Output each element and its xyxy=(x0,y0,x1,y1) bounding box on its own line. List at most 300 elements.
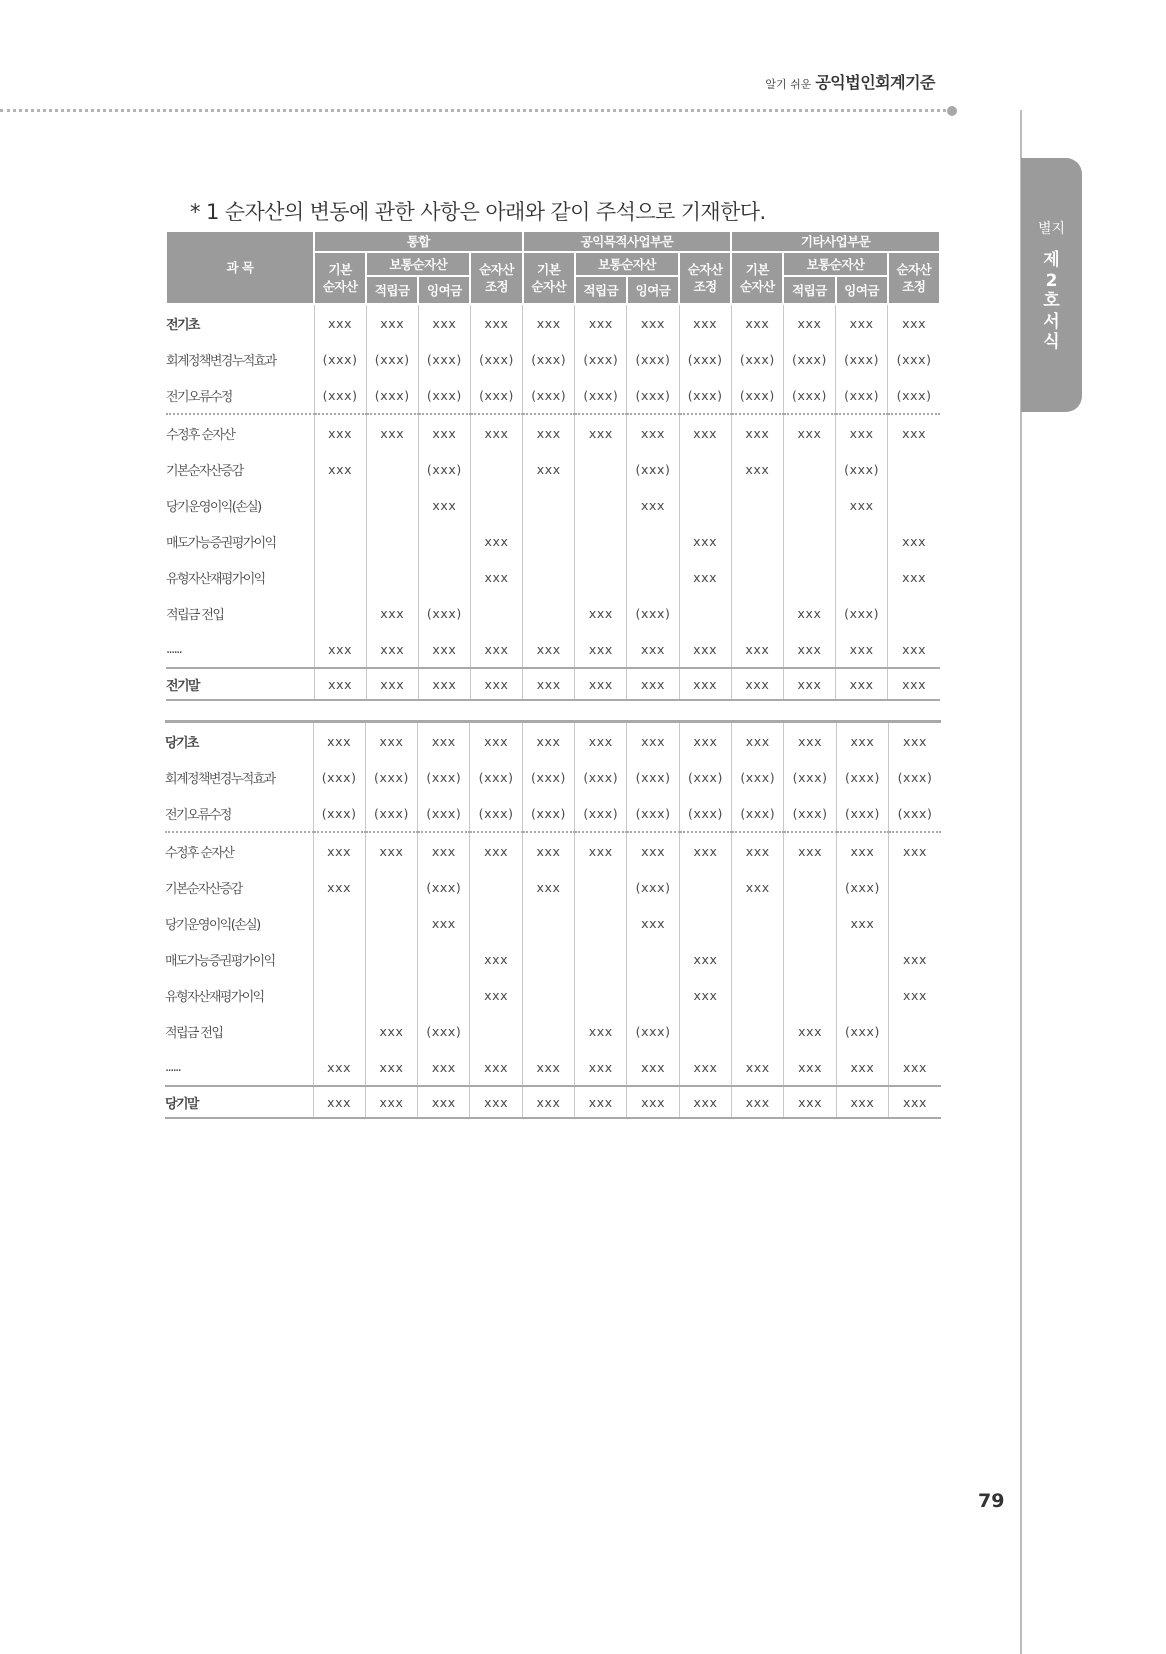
amount-cell: (xxx) xyxy=(314,341,366,377)
amount-cell xyxy=(784,869,836,905)
amount-cell: xxx xyxy=(365,1013,417,1049)
amount-cell: xxx xyxy=(575,595,627,631)
amount-cell: xxx xyxy=(679,977,731,1013)
amount-cell xyxy=(732,905,784,941)
amount-cell: (xxx) xyxy=(314,377,366,414)
table-row xyxy=(165,977,941,1013)
table-row xyxy=(165,832,941,869)
appendix-side-tab xyxy=(1021,158,1082,412)
row-label: 회계정책변경누적효과 xyxy=(166,353,276,369)
amount-cell: xxx xyxy=(627,1049,679,1086)
amount-cell: (xxx) xyxy=(313,795,365,832)
table-row xyxy=(166,668,940,700)
amount-cell: xxx xyxy=(522,869,574,905)
amount-cell: xxx xyxy=(889,941,941,977)
amount-cell: xxx xyxy=(366,304,418,341)
group-header: 통합 xyxy=(314,231,523,252)
amount-cell xyxy=(575,523,627,559)
row-label: 전기초 xyxy=(166,317,199,333)
amount-cell: (xxx) xyxy=(731,377,783,414)
row-label: 적립금 전입 xyxy=(166,607,224,623)
amount-cell: xxx xyxy=(888,304,940,341)
amount-cell xyxy=(627,523,679,559)
amount-cell: (xxx) xyxy=(732,759,784,795)
amount-cell: (xxx) xyxy=(627,1013,679,1049)
amount-cell: xxx xyxy=(575,1086,627,1118)
amount-cell: xxx xyxy=(575,414,627,451)
amount-cell: xxx xyxy=(314,414,366,451)
amount-cell xyxy=(575,559,627,595)
amount-cell: xxx xyxy=(836,722,888,760)
amount-cell: xxx xyxy=(418,905,470,941)
amount-cell xyxy=(888,487,940,523)
amount-cell xyxy=(732,1013,784,1049)
amount-cell xyxy=(783,559,835,595)
amount-cell: xxx xyxy=(836,1086,888,1118)
amount-cell: xxx xyxy=(888,414,940,451)
net-assets-change-table-current xyxy=(165,720,941,1119)
amount-cell: xxx xyxy=(784,832,836,869)
current-period-body xyxy=(165,722,941,1119)
amount-cell xyxy=(575,451,627,487)
amount-cell: xxx xyxy=(784,1013,836,1049)
amount-cell: xxx xyxy=(731,631,783,668)
amount-cell xyxy=(366,451,418,487)
amount-cell: xxx xyxy=(313,1049,365,1086)
amount-cell: (xxx) xyxy=(523,341,575,377)
amount-cell xyxy=(784,977,836,1013)
amount-cell xyxy=(575,487,627,523)
amount-cell: xxx xyxy=(627,304,679,341)
amount-cell: xxx xyxy=(836,1049,888,1086)
amount-cell xyxy=(313,1013,365,1049)
amount-cell: (xxx) xyxy=(522,759,574,795)
amount-cell: (xxx) xyxy=(679,759,731,795)
amount-cell xyxy=(314,487,366,523)
amount-cell: xxx xyxy=(313,722,365,760)
amount-cell: xxx xyxy=(470,523,522,559)
amount-cell: (xxx) xyxy=(836,451,888,487)
amount-cell xyxy=(627,977,679,1013)
amount-cell: xxx xyxy=(679,832,731,869)
amount-cell xyxy=(679,451,731,487)
subject-header: 과 목 xyxy=(166,231,314,304)
amount-cell: (xxx) xyxy=(783,377,835,414)
amount-cell: (xxx) xyxy=(313,759,365,795)
common-net-assets-header: 보통순자산 xyxy=(575,252,679,276)
amount-cell: (xxx) xyxy=(365,759,417,795)
table-row xyxy=(166,304,940,341)
amount-cell: xxx xyxy=(679,722,731,760)
side-tab-char: 서 xyxy=(1043,311,1060,332)
amount-cell: xxx xyxy=(732,869,784,905)
amount-cell xyxy=(575,977,627,1013)
amount-cell xyxy=(627,941,679,977)
amount-cell: (xxx) xyxy=(470,795,522,832)
table-header xyxy=(166,231,940,304)
net-assets-adjustment-header: 순자산 조정 xyxy=(679,252,731,304)
amount-cell: xxx xyxy=(470,941,522,977)
page-number: 79 xyxy=(978,1490,1005,1512)
amount-cell: (xxx) xyxy=(418,595,470,631)
row-label: 전기말 xyxy=(166,668,314,700)
row-label: 당기초 xyxy=(165,735,198,751)
table-row xyxy=(165,1013,941,1049)
amount-cell: xxx xyxy=(470,559,522,595)
net-assets-adjustment-header: 순자산 조정 xyxy=(470,252,522,304)
amount-cell xyxy=(365,869,417,905)
side-tab-char: 2 xyxy=(1045,270,1058,291)
amount-cell xyxy=(784,941,836,977)
amount-cell: xxx xyxy=(783,668,835,700)
amount-cell: xxx xyxy=(470,1086,522,1118)
amount-cell: (xxx) xyxy=(627,759,679,795)
amount-cell: xxx xyxy=(732,1086,784,1118)
amount-cell: xxx xyxy=(783,631,835,668)
amount-cell xyxy=(731,595,783,631)
amount-cell: (xxx) xyxy=(366,377,418,414)
amount-cell: (xxx) xyxy=(732,795,784,832)
amount-cell: (xxx) xyxy=(783,341,835,377)
row-label: 전기오류수정 xyxy=(165,795,313,832)
table-row xyxy=(165,759,941,795)
amount-cell: (xxx) xyxy=(418,451,470,487)
amount-cell xyxy=(627,559,679,595)
amount-cell: (xxx) xyxy=(470,377,522,414)
amount-cell: xxx xyxy=(836,832,888,869)
amount-cell xyxy=(836,523,888,559)
amount-cell xyxy=(366,559,418,595)
amount-cell: xxx xyxy=(523,451,575,487)
amount-cell xyxy=(314,523,366,559)
amount-cell: xxx xyxy=(679,668,731,700)
amount-cell xyxy=(731,523,783,559)
amount-cell: xxx xyxy=(523,414,575,451)
amount-cell: xxx xyxy=(627,722,679,760)
amount-cell: xxx xyxy=(784,722,836,760)
header-row xyxy=(166,231,940,252)
amount-cell: xxx xyxy=(836,487,888,523)
amount-cell: xxx xyxy=(836,905,888,941)
amount-cell xyxy=(732,977,784,1013)
amount-cell: xxx xyxy=(523,668,575,700)
running-header xyxy=(765,70,935,93)
amount-cell: xxx xyxy=(313,832,365,869)
amount-cell: xxx xyxy=(522,722,574,760)
amount-cell xyxy=(889,869,941,905)
amount-cell xyxy=(783,523,835,559)
amount-cell: (xxx) xyxy=(627,377,679,414)
row-label: 적립금 전입 xyxy=(165,1025,223,1041)
amount-cell xyxy=(575,941,627,977)
amount-cell xyxy=(366,487,418,523)
amount-cell xyxy=(365,941,417,977)
amount-cell xyxy=(889,905,941,941)
amount-cell xyxy=(784,905,836,941)
amount-cell: xxx xyxy=(679,414,731,451)
amount-cell xyxy=(679,1013,731,1049)
amount-cell xyxy=(679,869,731,905)
amount-cell: (xxx) xyxy=(889,795,941,832)
amount-cell: xxx xyxy=(889,977,941,1013)
amount-cell: (xxx) xyxy=(679,795,731,832)
amount-cell: (xxx) xyxy=(679,341,731,377)
amount-cell xyxy=(522,1013,574,1049)
amount-cell: xxx xyxy=(418,304,470,341)
net-assets-adjustment-header: 순자산 조정 xyxy=(888,252,940,304)
amount-cell: (xxx) xyxy=(365,795,417,832)
amount-cell: xxx xyxy=(522,1049,574,1086)
amount-cell: xxx xyxy=(784,1049,836,1086)
amount-cell xyxy=(679,905,731,941)
amount-cell xyxy=(731,559,783,595)
amount-cell: xxx xyxy=(627,1086,679,1118)
amount-cell: xxx xyxy=(888,668,940,700)
amount-cell: xxx xyxy=(627,414,679,451)
amount-cell: xxx xyxy=(470,631,522,668)
side-tab-form-name xyxy=(1021,250,1082,353)
group-header: 공익목적사업부문 xyxy=(523,231,732,252)
row-label: 유형자산재평가이익 xyxy=(165,989,264,1005)
amount-cell: xxx xyxy=(836,668,888,700)
amount-cell xyxy=(365,977,417,1013)
amount-cell: xxx xyxy=(836,304,888,341)
amount-cell xyxy=(732,941,784,977)
amount-cell: (xxx) xyxy=(731,341,783,377)
amount-cell: (xxx) xyxy=(889,759,941,795)
amount-cell: xxx xyxy=(523,631,575,668)
amount-cell: xxx xyxy=(627,631,679,668)
amount-cell: xxx xyxy=(365,722,417,760)
amount-cell: (xxx) xyxy=(575,759,627,795)
amount-cell xyxy=(522,905,574,941)
header-rule xyxy=(0,109,952,112)
row-label: 기본순자산증감 xyxy=(166,463,243,479)
amount-cell xyxy=(575,905,627,941)
amount-cell: xxx xyxy=(888,559,940,595)
amount-cell: (xxx) xyxy=(784,795,836,832)
amount-cell: (xxx) xyxy=(888,341,940,377)
table-row xyxy=(166,559,940,595)
amount-cell: xxx xyxy=(783,595,835,631)
amount-cell: xxx xyxy=(366,414,418,451)
amount-cell: xxx xyxy=(314,668,366,700)
amount-cell xyxy=(470,1013,522,1049)
amount-cell xyxy=(523,487,575,523)
amount-cell: xxx xyxy=(731,304,783,341)
amount-cell: xxx xyxy=(575,722,627,760)
row-label: 매도가능증권평가이익 xyxy=(166,535,276,551)
amount-cell: xxx xyxy=(314,631,366,668)
row-label: 수정후 순자산 xyxy=(166,427,235,443)
amount-cell xyxy=(836,977,888,1013)
amount-cell: xxx xyxy=(418,1086,470,1118)
amount-cell xyxy=(575,869,627,905)
group-header: 기타사업부문 xyxy=(731,231,940,252)
amount-cell: xxx xyxy=(575,1049,627,1086)
running-header-prefix: 알기 쉬운 xyxy=(765,78,812,91)
amount-cell xyxy=(418,559,470,595)
amount-cell: (xxx) xyxy=(836,759,888,795)
amount-cell xyxy=(366,523,418,559)
amount-cell: xxx xyxy=(679,523,731,559)
side-tab-label: 별지 xyxy=(1037,221,1066,237)
amount-cell xyxy=(470,451,522,487)
row-label: 전기오류수정 xyxy=(166,377,314,414)
table-row xyxy=(165,1086,941,1118)
amount-cell: xxx xyxy=(783,304,835,341)
amount-cell: xxx xyxy=(366,668,418,700)
amount-cell: xxx xyxy=(575,304,627,341)
amount-cell: (xxx) xyxy=(470,759,522,795)
amount-cell: xxx xyxy=(418,487,470,523)
amount-cell: xxx xyxy=(889,1049,941,1086)
amount-cell: xxx xyxy=(889,722,941,760)
reserve-header: 적립금 xyxy=(366,276,418,304)
amount-cell xyxy=(470,595,522,631)
amount-cell: (xxx) xyxy=(836,795,888,832)
amount-cell: (xxx) xyxy=(366,341,418,377)
amount-cell: xxx xyxy=(731,668,783,700)
amount-cell: (xxx) xyxy=(679,377,731,414)
amount-cell: (xxx) xyxy=(575,795,627,832)
row-label: 당기운영이익(손실) xyxy=(165,917,260,933)
amount-cell: (xxx) xyxy=(627,795,679,832)
amount-cell: xxx xyxy=(523,304,575,341)
amount-cell: xxx xyxy=(418,631,470,668)
amount-cell xyxy=(679,487,731,523)
amount-cell: xxx xyxy=(836,414,888,451)
amount-cell xyxy=(313,905,365,941)
amount-cell: xxx xyxy=(418,832,470,869)
amount-cell: xxx xyxy=(366,631,418,668)
amount-cell: xxx xyxy=(784,1086,836,1118)
table-row xyxy=(165,1049,941,1086)
basic-net-assets-header: 기본 순자산 xyxy=(731,252,783,304)
amount-cell: (xxx) xyxy=(627,341,679,377)
side-tab-char: 식 xyxy=(1043,332,1060,352)
amount-cell: xxx xyxy=(679,1086,731,1118)
amount-cell: xxx xyxy=(575,668,627,700)
amount-cell: xxx xyxy=(470,304,522,341)
amount-cell: xxx xyxy=(679,304,731,341)
amount-cell: (xxx) xyxy=(418,1013,470,1049)
amount-cell: xxx xyxy=(522,1086,574,1118)
common-net-assets-header: 보통순자산 xyxy=(783,252,887,276)
table-row xyxy=(165,722,941,760)
table-row xyxy=(166,523,940,559)
amount-cell: xxx xyxy=(470,668,522,700)
amount-cell: xxx xyxy=(418,1049,470,1086)
amount-cell: (xxx) xyxy=(836,595,888,631)
amount-cell: (xxx) xyxy=(836,1013,888,1049)
amount-cell: (xxx) xyxy=(836,377,888,414)
amount-cell: xxx xyxy=(470,1049,522,1086)
amount-cell: xxx xyxy=(731,414,783,451)
amount-cell xyxy=(313,941,365,977)
amount-cell: xxx xyxy=(313,869,365,905)
table-row xyxy=(165,869,941,905)
table-row xyxy=(166,487,940,523)
amount-cell xyxy=(523,523,575,559)
amount-cell xyxy=(523,595,575,631)
amount-cell xyxy=(418,523,470,559)
table-row xyxy=(165,795,941,832)
amount-cell xyxy=(888,595,940,631)
amount-cell xyxy=(836,941,888,977)
amount-cell: xxx xyxy=(679,941,731,977)
amount-cell: xxx xyxy=(889,832,941,869)
amount-cell xyxy=(889,1013,941,1049)
table-row xyxy=(165,905,941,941)
side-tab-char: 호 xyxy=(1043,291,1060,311)
row-label: 당기운영이익(손실) xyxy=(166,499,261,515)
rule-end-dot xyxy=(947,106,957,116)
amount-cell xyxy=(314,559,366,595)
amount-cell xyxy=(888,451,940,487)
amount-cell xyxy=(418,977,470,1013)
row-label: 매도가능증권평가이익 xyxy=(165,953,275,969)
amount-cell: xxx xyxy=(418,414,470,451)
amount-cell: xxx xyxy=(314,451,366,487)
amount-cell: (xxx) xyxy=(627,869,679,905)
table-row xyxy=(166,451,940,487)
reserve-header: 적립금 xyxy=(783,276,835,304)
amount-cell: (xxx) xyxy=(575,341,627,377)
amount-cell: xxx xyxy=(366,595,418,631)
table-row xyxy=(166,631,940,668)
reserve-header: 적립금 xyxy=(575,276,627,304)
table-row xyxy=(166,377,940,414)
amount-cell xyxy=(313,977,365,1013)
net-assets-change-table-prior xyxy=(165,230,941,701)
amount-cell xyxy=(522,977,574,1013)
amount-cell: (xxx) xyxy=(575,377,627,414)
row-label: 유형자산재평가이익 xyxy=(166,571,265,587)
amount-cell: (xxx) xyxy=(418,795,470,832)
amount-cell: xxx xyxy=(470,832,522,869)
amount-cell: (xxx) xyxy=(523,377,575,414)
amount-cell: (xxx) xyxy=(888,377,940,414)
amount-cell: (xxx) xyxy=(418,341,470,377)
amount-cell xyxy=(314,595,366,631)
side-tab-char: 제 xyxy=(1043,250,1060,270)
row-label: 기본순자산증감 xyxy=(165,881,242,897)
surplus-header: 잉여금 xyxy=(627,276,679,304)
amount-cell: (xxx) xyxy=(627,595,679,631)
amount-cell: xxx xyxy=(418,722,470,760)
amount-cell: xxx xyxy=(679,559,731,595)
amount-cell: (xxx) xyxy=(836,869,888,905)
amount-cell: xxx xyxy=(731,451,783,487)
amount-cell: (xxx) xyxy=(627,451,679,487)
amount-cell: xxx xyxy=(888,631,940,668)
amount-cell: (xxx) xyxy=(418,377,470,414)
amount-cell: xxx xyxy=(365,832,417,869)
row-label: ...... xyxy=(166,631,314,668)
amount-cell: (xxx) xyxy=(418,869,470,905)
amount-cell: xxx xyxy=(888,523,940,559)
amount-cell xyxy=(365,905,417,941)
prior-period-body xyxy=(166,304,940,700)
amount-cell: xxx xyxy=(470,977,522,1013)
table-row xyxy=(166,595,940,631)
amount-cell xyxy=(522,941,574,977)
amount-cell: xxx xyxy=(627,832,679,869)
amount-cell: xxx xyxy=(575,631,627,668)
amount-cell xyxy=(523,559,575,595)
amount-cell: xxx xyxy=(889,1086,941,1118)
